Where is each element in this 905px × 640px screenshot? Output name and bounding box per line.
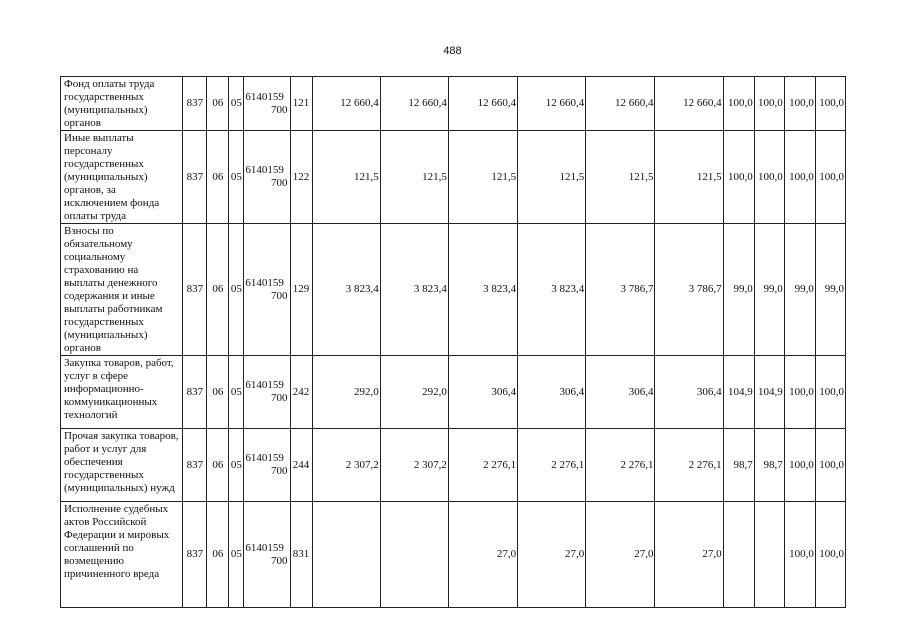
value-cell-1: 3 823,4 bbox=[312, 224, 380, 356]
row-name: Исполнение судебных актов Российской Федерации и мировых соглашений по возмещению причиненного вреда bbox=[61, 502, 183, 608]
value-cell-4: 12 660,4 bbox=[518, 77, 586, 131]
pr-cell: 05 bbox=[229, 77, 244, 131]
csr-cell bbox=[244, 502, 290, 608]
value-cell-5: 27,0 bbox=[586, 502, 655, 608]
csr-cell bbox=[244, 224, 290, 356]
vr-cell: 831 bbox=[290, 502, 312, 608]
table-row bbox=[61, 356, 846, 429]
rz-cell: 06 bbox=[207, 224, 229, 356]
vr-cell: 121 bbox=[290, 77, 312, 131]
percent-cell-3: 100,0 bbox=[784, 502, 815, 608]
value-cell-1: 292,0 bbox=[312, 356, 380, 429]
csr-cell bbox=[244, 131, 290, 224]
percent-cell-4: 100,0 bbox=[815, 356, 845, 429]
gr-cell: 837 bbox=[183, 131, 207, 224]
rz-cell: 06 bbox=[207, 502, 229, 608]
percent-cell-3: 100,0 bbox=[784, 131, 815, 224]
percent-cell-1: 99,0 bbox=[723, 224, 754, 356]
percent-cell-3: 100,0 bbox=[784, 77, 815, 131]
value-cell-4: 2 276,1 bbox=[518, 429, 586, 502]
rz-cell: 06 bbox=[207, 131, 229, 224]
pr-cell: 05 bbox=[229, 131, 244, 224]
percent-cell-2: 98,7 bbox=[754, 429, 784, 502]
percent-cell-3: 100,0 bbox=[784, 356, 815, 429]
rz-cell: 06 bbox=[207, 429, 229, 502]
csr-line-2: 700 bbox=[271, 289, 288, 302]
table-row bbox=[61, 502, 846, 608]
pr-cell: 05 bbox=[229, 224, 244, 356]
percent-cell-1: 98,7 bbox=[723, 429, 754, 502]
pr-cell: 05 bbox=[229, 356, 244, 429]
csr-line-1: 6140159 bbox=[245, 452, 284, 464]
csr-cell bbox=[244, 77, 290, 131]
csr-line-1: 6140159 bbox=[245, 90, 284, 103]
value-cell-5: 3 786,7 bbox=[586, 224, 655, 356]
rz-cell: 06 bbox=[207, 77, 229, 131]
percent-cell-2: 104,9 bbox=[754, 356, 784, 429]
value-cell-5: 12 660,4 bbox=[586, 77, 655, 131]
value-cell-2: 2 307,2 bbox=[380, 429, 448, 502]
value-cell-2 bbox=[380, 502, 448, 608]
row-name: Фонд оплаты труда государственных (муниципальных) органов bbox=[61, 77, 183, 131]
percent-cell-4: 99,0 bbox=[815, 224, 845, 356]
value-cell-2: 292,0 bbox=[380, 356, 448, 429]
value-cell-4: 306,4 bbox=[518, 356, 586, 429]
value-cell-1: 121,5 bbox=[312, 131, 380, 224]
row-name: Иные выплаты персоналу государственных (муниципальных) органов, за исключением фонда оплаты труда bbox=[61, 131, 183, 224]
pr-cell: 05 bbox=[229, 429, 244, 502]
csr-line-1: 6140159 bbox=[245, 164, 284, 176]
page-number: 488 bbox=[443, 45, 462, 57]
table-row bbox=[61, 224, 846, 356]
vr-cell: 129 bbox=[290, 224, 312, 356]
percent-cell-4: 100,0 bbox=[815, 131, 845, 224]
value-cell-6: 306,4 bbox=[655, 356, 723, 429]
csr-line-1: 6140159 bbox=[245, 379, 284, 391]
csr-line-2: 700 bbox=[271, 392, 288, 404]
vr-cell: 244 bbox=[290, 429, 312, 502]
pr-cell: 05 bbox=[229, 502, 244, 608]
percent-cell-1: 104,9 bbox=[723, 356, 754, 429]
value-cell-6: 2 276,1 bbox=[655, 429, 723, 502]
percent-cell-1: 100,0 bbox=[723, 131, 754, 224]
value-cell-2: 12 660,4 bbox=[380, 77, 448, 131]
gr-cell: 837 bbox=[183, 224, 207, 356]
csr-line-2: 700 bbox=[271, 554, 288, 567]
value-cell-6: 12 660,4 bbox=[655, 77, 723, 131]
value-cell-4: 3 823,4 bbox=[518, 224, 586, 356]
csr-line-2: 700 bbox=[271, 465, 288, 477]
vr-cell: 122 bbox=[290, 131, 312, 224]
gr-cell: 837 bbox=[183, 77, 207, 131]
gr-cell: 837 bbox=[183, 502, 207, 608]
value-cell-5: 2 276,1 bbox=[586, 429, 655, 502]
value-cell-4: 27,0 bbox=[518, 502, 586, 608]
percent-cell-4: 100,0 bbox=[815, 429, 845, 502]
table-row bbox=[61, 429, 846, 502]
csr-cell bbox=[244, 356, 290, 429]
budget-table bbox=[60, 76, 846, 608]
percent-cell-2: 99,0 bbox=[754, 224, 784, 356]
value-cell-5: 121,5 bbox=[586, 131, 655, 224]
percent-cell-1 bbox=[723, 502, 754, 608]
value-cell-1: 12 660,4 bbox=[312, 77, 380, 131]
rz-cell: 06 bbox=[207, 356, 229, 429]
row-name: Прочая закупка товаров, работ и услуг для обеспечения государственных (муниципальных) нужд bbox=[61, 429, 183, 502]
percent-cell-2: 100,0 bbox=[754, 131, 784, 224]
value-cell-3: 2 276,1 bbox=[448, 429, 517, 502]
csr-cell bbox=[244, 429, 290, 502]
value-cell-3: 306,4 bbox=[448, 356, 517, 429]
row-name: Закупка товаров, работ, услуг в сфере информационно-коммуникационных технологий bbox=[61, 356, 183, 429]
value-cell-3: 121,5 bbox=[448, 131, 517, 224]
value-cell-5: 306,4 bbox=[586, 356, 655, 429]
gr-cell: 837 bbox=[183, 356, 207, 429]
vr-cell: 242 bbox=[290, 356, 312, 429]
percent-cell-2 bbox=[754, 502, 784, 608]
value-cell-3: 12 660,4 bbox=[448, 77, 517, 131]
percent-cell-3: 99,0 bbox=[784, 224, 815, 356]
percent-cell-2: 100,0 bbox=[754, 77, 784, 131]
table-row bbox=[61, 131, 846, 224]
table-row bbox=[61, 77, 846, 131]
row-name: Взносы по обязательному социальному страхованию на выплаты денежного содержания и иные выплаты работникам государственных (муниципальных) органов bbox=[61, 224, 183, 356]
value-cell-6: 121,5 bbox=[655, 131, 723, 224]
value-cell-1 bbox=[312, 502, 380, 608]
value-cell-6: 3 786,7 bbox=[655, 224, 723, 356]
value-cell-2: 121,5 bbox=[380, 131, 448, 224]
csr-line-2: 700 bbox=[271, 177, 288, 189]
value-cell-3: 3 823,4 bbox=[448, 224, 517, 356]
value-cell-4: 121,5 bbox=[518, 131, 586, 224]
value-cell-6: 27,0 bbox=[655, 502, 723, 608]
gr-cell: 837 bbox=[183, 429, 207, 502]
csr-line-2: 700 bbox=[271, 103, 288, 116]
percent-cell-1: 100,0 bbox=[723, 77, 754, 131]
value-cell-1: 2 307,2 bbox=[312, 429, 380, 502]
csr-line-1: 6140159 bbox=[245, 541, 284, 554]
value-cell-2: 3 823,4 bbox=[380, 224, 448, 356]
percent-cell-3: 100,0 bbox=[784, 429, 815, 502]
value-cell-3: 27,0 bbox=[448, 502, 517, 608]
percent-cell-4: 100,0 bbox=[815, 502, 845, 608]
csr-line-1: 6140159 bbox=[245, 276, 284, 289]
percent-cell-4: 100,0 bbox=[815, 77, 845, 131]
